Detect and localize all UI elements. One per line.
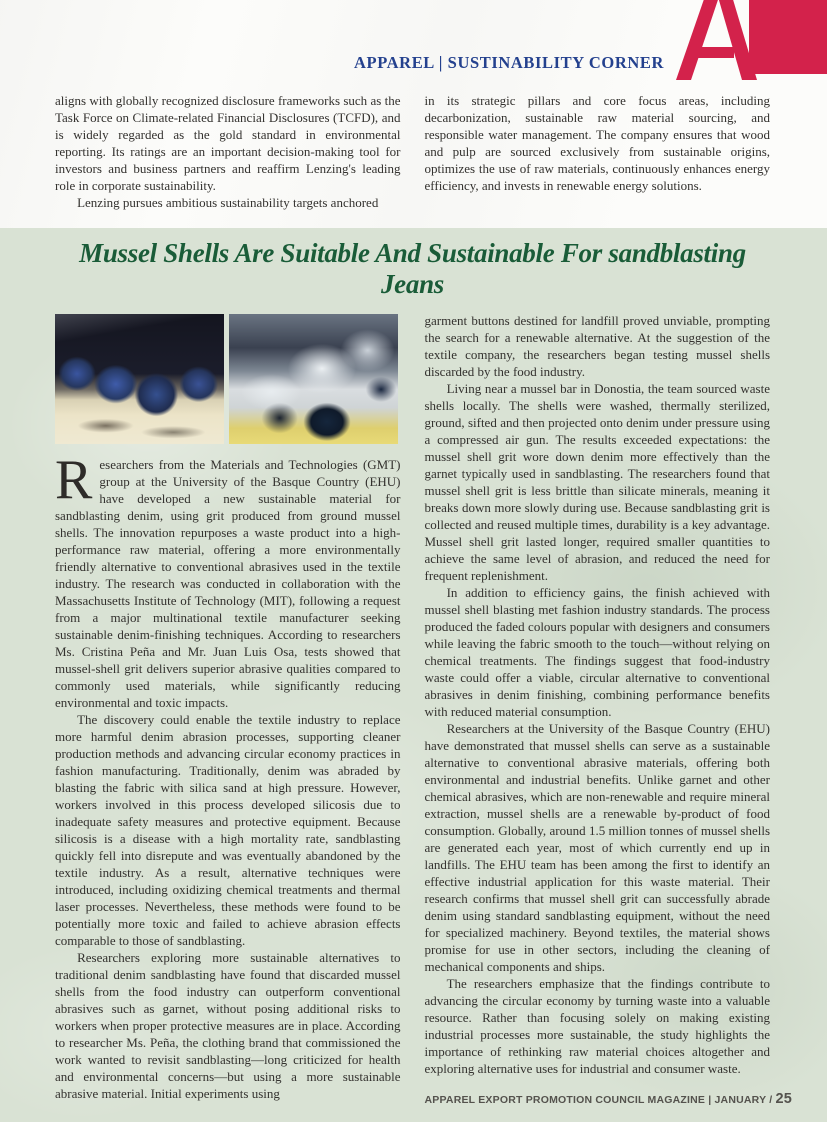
article-para-6: In addition to efficiency gains, the finish achieved with mussel shell blasting met fashion industry standards. The process produced the faded colours popular with designers and consumers while leaving the fabric smooth to the touch—without relying on chemical treatments. The findings suggest that food-industry waste could offer a viable, circular alternative to conventional abrasives in denim finishing, combining performance benefits with reduced material consumption. <box>424 585 770 719</box>
article-para-1-text: esearchers from the Materials and Technologies (GMT) group at the University of the Basque Country (EHU) have developed a new sustainable material for sandblasting denim, using grit produced from ground mussel shells. The innovation repurposes a waste product into a high-performance raw material, offering a more environmentally friendly alternative to conventional abrasives used in the textile industry. The research was conducted in collaboration with the Massachusetts Institute of Technology (MIT), following a request from a major multinational textile manufacturer seeking sustainable denim-finishing techniques. According to researchers Ms. Cristina Peña and Mr. Juan Luis Osa, tests showed that mussel-shell grit delivers superior abrasive qualities compared to commonly used materials, while significantly reducing environmental and toxic impacts. <box>55 457 401 710</box>
page-footer <box>424 1091 792 1107</box>
article-section <box>0 228 827 1122</box>
article-columns <box>55 312 792 1107</box>
mussel-photo-2 <box>229 314 398 444</box>
footer-page-number: 25 <box>775 1091 792 1107</box>
intro-left-para2: Lenzing pursues ambitious sustainability targets anchored <box>77 195 379 210</box>
article-right-column <box>424 312 792 1107</box>
intro-columns <box>55 92 770 211</box>
section-header-label: APPAREL | SUSTINABILITY CORNER <box>354 53 664 72</box>
photo-row <box>55 314 401 444</box>
dropcap-letter: R <box>55 449 93 511</box>
article-para-2: The discovery could enable the textile industry to replace more harmful denim abrasion processes, supporting cleaner production methods and advancing circular economy practices in fashion manufacturing. Traditionally, denim was abraded by blasting the fabric with silica sand at high pressure. However, workers involved in this process developed silicosis due to inadequate safety measures and protective equipment. Because silicosis is a disease with a high mortality rate, sandblasting quickly fell into disrepute and was eventually abandoned by the textile industry. As a result, alternative techniques were introduced, including oxidizing chemical treatments and thermal laser processes. Nevertheless, these methods were found to be potentially more toxic and failed to achieve abrasion effects comparable to those of sandblasting. <box>55 712 401 948</box>
intro-left-para1: aligns with globally recognized disclosure frameworks such as the Task Force on Climate-related Financial Disclosures (TCFD), and is widely regarded as the gold standard in environmental reporting. Its ratings are an important decision-making tool for investors and business partners and reaffirm Lenzing's leading role in corporate sustainability. <box>55 93 401 193</box>
article-para-7: Researchers at the University of the Basque Country (EHU) have demonstrated that mussel shells can serve as a sustainable alternative to conventional abrasive materials, offering both environmental and industrial benefits. Unlike garnet and other chemical abrasives, which are non-renewable and require mineral extraction, mussel shells are a renewable by-product of food consumption. Globally, around 1.5 million tonnes of mussel shells are generated each year, most of which currently end up in landfills. The EHU team has been among the first to identify an effective industrial application for this waste material. Their research confirms that mussel shell grit can successfully abrade denim using standard sandblasting equipment, without the need for specialized machinery. Beyond textiles, the material shows promise for use in other sectors, including the cleaning of mechanical components and ships. <box>424 721 770 974</box>
intro-right-column <box>425 92 771 211</box>
article-para-8: The researchers emphasize that the findings contribute to advancing the circular economy by turning waste into a valuable resource. Rather than focusing solely on making existing industrial processes more sustainable, the study highlights the importance of rethinking raw material choices altogether and exploring alternative uses for industrial and consumer waste. <box>424 976 770 1076</box>
article-title: Mussel Shells Are Suitable And Sustainable For sandblasting Jeans <box>79 238 746 299</box>
footer-magazine-label: APPAREL EXPORT PROMOTION COUNCIL MAGAZINE | JANUARY / <box>424 1094 776 1106</box>
article-para-3: Researchers exploring more sustainable alternatives to traditional denim sandblasting have found that discarded mussel shells from the food industry can outperform conventional abrasives such as garnet, without posing additional risks to workers when proper protective measures are in place. According to researcher Ms. Peña, the clothing brand that commissioned the work wanted to revisit sandblasting—long criticized for health and environmental concerns—but using a more sustainable abrasive material. Initial experiments using <box>55 950 401 1101</box>
article-para-1 <box>55 449 401 711</box>
intro-right-para1: in its strategic pillars and core focus areas, including decarbonization, sustainable raw material sourcing, and responsible water management. The company ensures that wood and pulp are sourced exclusively from sustainable origins, optimizes the use of raw materials, continuously enhances energy efficiency, and invests in renewable energy solutions. <box>424 93 770 193</box>
top-section <box>0 0 827 228</box>
mussel-photo-1 <box>55 314 224 444</box>
article-para-5: Living near a mussel bar in Donostia, the team sourced waste shells locally. The shells were washed, thermally sterilized, ground, sifted and then projected onto denim under pressure using a compressed air gun. The results exceeded expectations: the mussel shell grit wore down denim more effectively than the garnet typically used in sandblasting. The researchers found that mussel shell grit is less brittle than silicate minerals, meaning it breaks down more slowly during use. Because sandblasting grit is collected and reused multiple times, durability is a key advantage. Mussel shell grit lasted longer, required smaller quantities to achieve the same level of abrasion, and reduced the need for frequent replenishment. <box>424 381 770 583</box>
article-left-column <box>55 312 401 1107</box>
intro-left-column <box>55 92 401 211</box>
article-para-4: garment buttons destined for landfill proved unviable, prompting the search for a renewable alternative. At the suggestion of the textile company, the researchers began testing mussel shells discarded by the food industry. <box>424 313 770 379</box>
